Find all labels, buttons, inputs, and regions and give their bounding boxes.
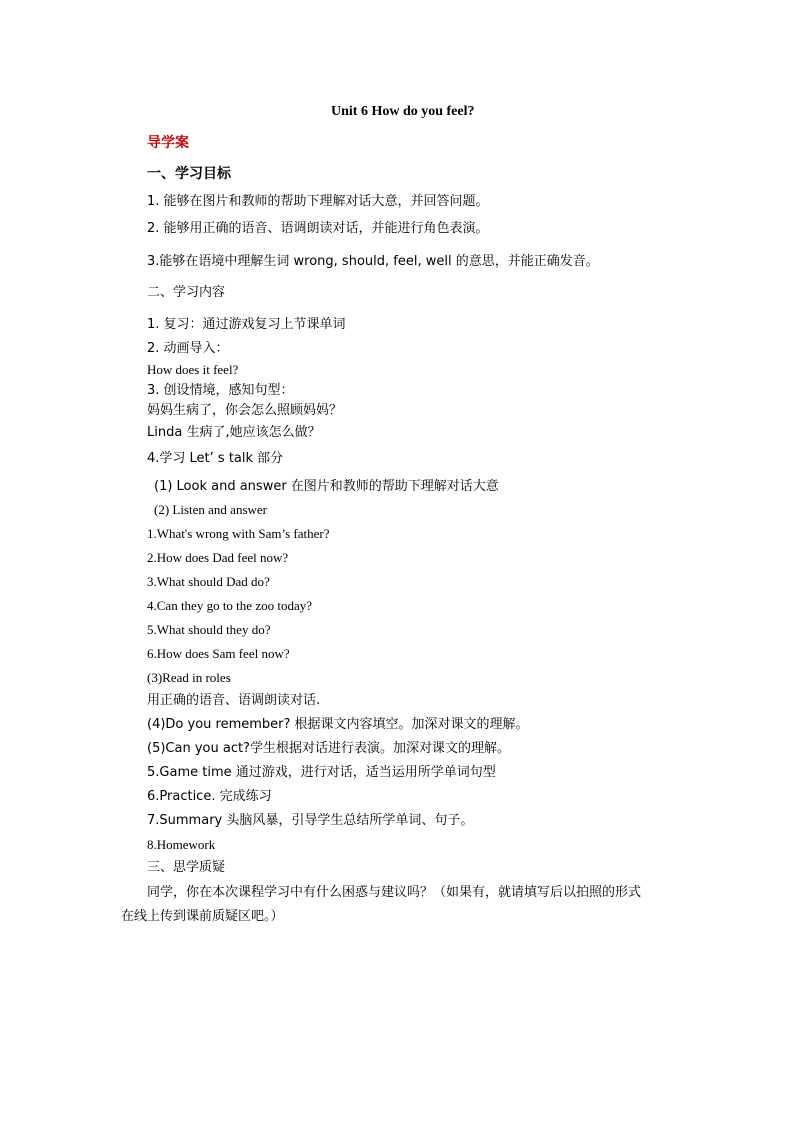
goal-item: 1. 能够在图片和教师的帮助下理解对话大意，并回答问题。 xyxy=(147,194,489,209)
paragraph-line: 同学，你在本次课程学习中有什么困惑与建议吗？（如果有，就请填写后以拍照的形式 xyxy=(147,885,642,900)
content-line: 5.What should they do? xyxy=(147,622,271,637)
content-line: How does it feel? xyxy=(147,362,239,377)
content-line: (4)Do you remember? 根据课文内容填空。加深对课文的理解。 xyxy=(147,717,529,732)
content-line: 5.Game time 通过游戏，进行对话，适当运用所学单词句型 xyxy=(147,765,496,780)
paragraph-line: 在线上传到课前质疑区吧。） xyxy=(121,909,284,924)
goal-item: 2. 能够用正确的语音、语调朗读对话，并能进行角色表演。 xyxy=(147,221,489,236)
content-line: 3. 创设情境，感知句型： xyxy=(147,383,294,398)
content-line: 1. 复习：通过游戏复习上节课单词 xyxy=(147,317,346,332)
content-line: 6.How does Sam feel now? xyxy=(147,646,290,661)
heading-questions: 三、思学质疑 xyxy=(147,860,226,875)
content-line: 2.How does Dad feel now? xyxy=(147,550,289,565)
content-line: 6.Practice. 完成练习 xyxy=(147,789,272,804)
content-line: (5)Can you act?学生根据对话进行表演。加深对课文的理解。 xyxy=(147,741,510,756)
heading-content: 二、学习内容 xyxy=(147,285,226,300)
content-line: 2. 动画导入： xyxy=(147,341,229,356)
content-line: 8.Homework xyxy=(147,837,216,852)
content-line: Linda 生病了,她应该怎么做？ xyxy=(147,425,321,440)
content-line: 4.学习 Let’ s talk 部分 xyxy=(147,451,284,466)
content-line: (1) Look and answer 在图片和教师的帮助下理解对话大意 xyxy=(154,479,499,494)
content-line: 用正确的语音、语调朗读对话. xyxy=(147,693,321,708)
goal-item: 3.能够在语境中理解生词 wrong, should, feel, well 的意思，并能正确发音。 xyxy=(147,254,599,269)
content-line: 3.What should Dad do? xyxy=(147,574,270,589)
content-line: (2) Listen and answer xyxy=(154,502,267,517)
document-title: Unit 6 How do you feel? xyxy=(331,104,475,119)
content-line: 1.What's wrong with Sam’s father? xyxy=(147,526,330,541)
content-line: 4.Can they go to the zoo today? xyxy=(147,598,312,613)
section-label: 导学案 xyxy=(147,135,189,151)
content-line: 妈妈生病了，你会怎么照顾妈妈？ xyxy=(147,403,343,418)
heading-goals: 一、学习目标 xyxy=(147,166,231,182)
content-line: 7.Summary 头脑风暴，引导学生总结所学单词、句子。 xyxy=(147,813,474,828)
content-line: (3)Read in roles xyxy=(147,670,231,685)
